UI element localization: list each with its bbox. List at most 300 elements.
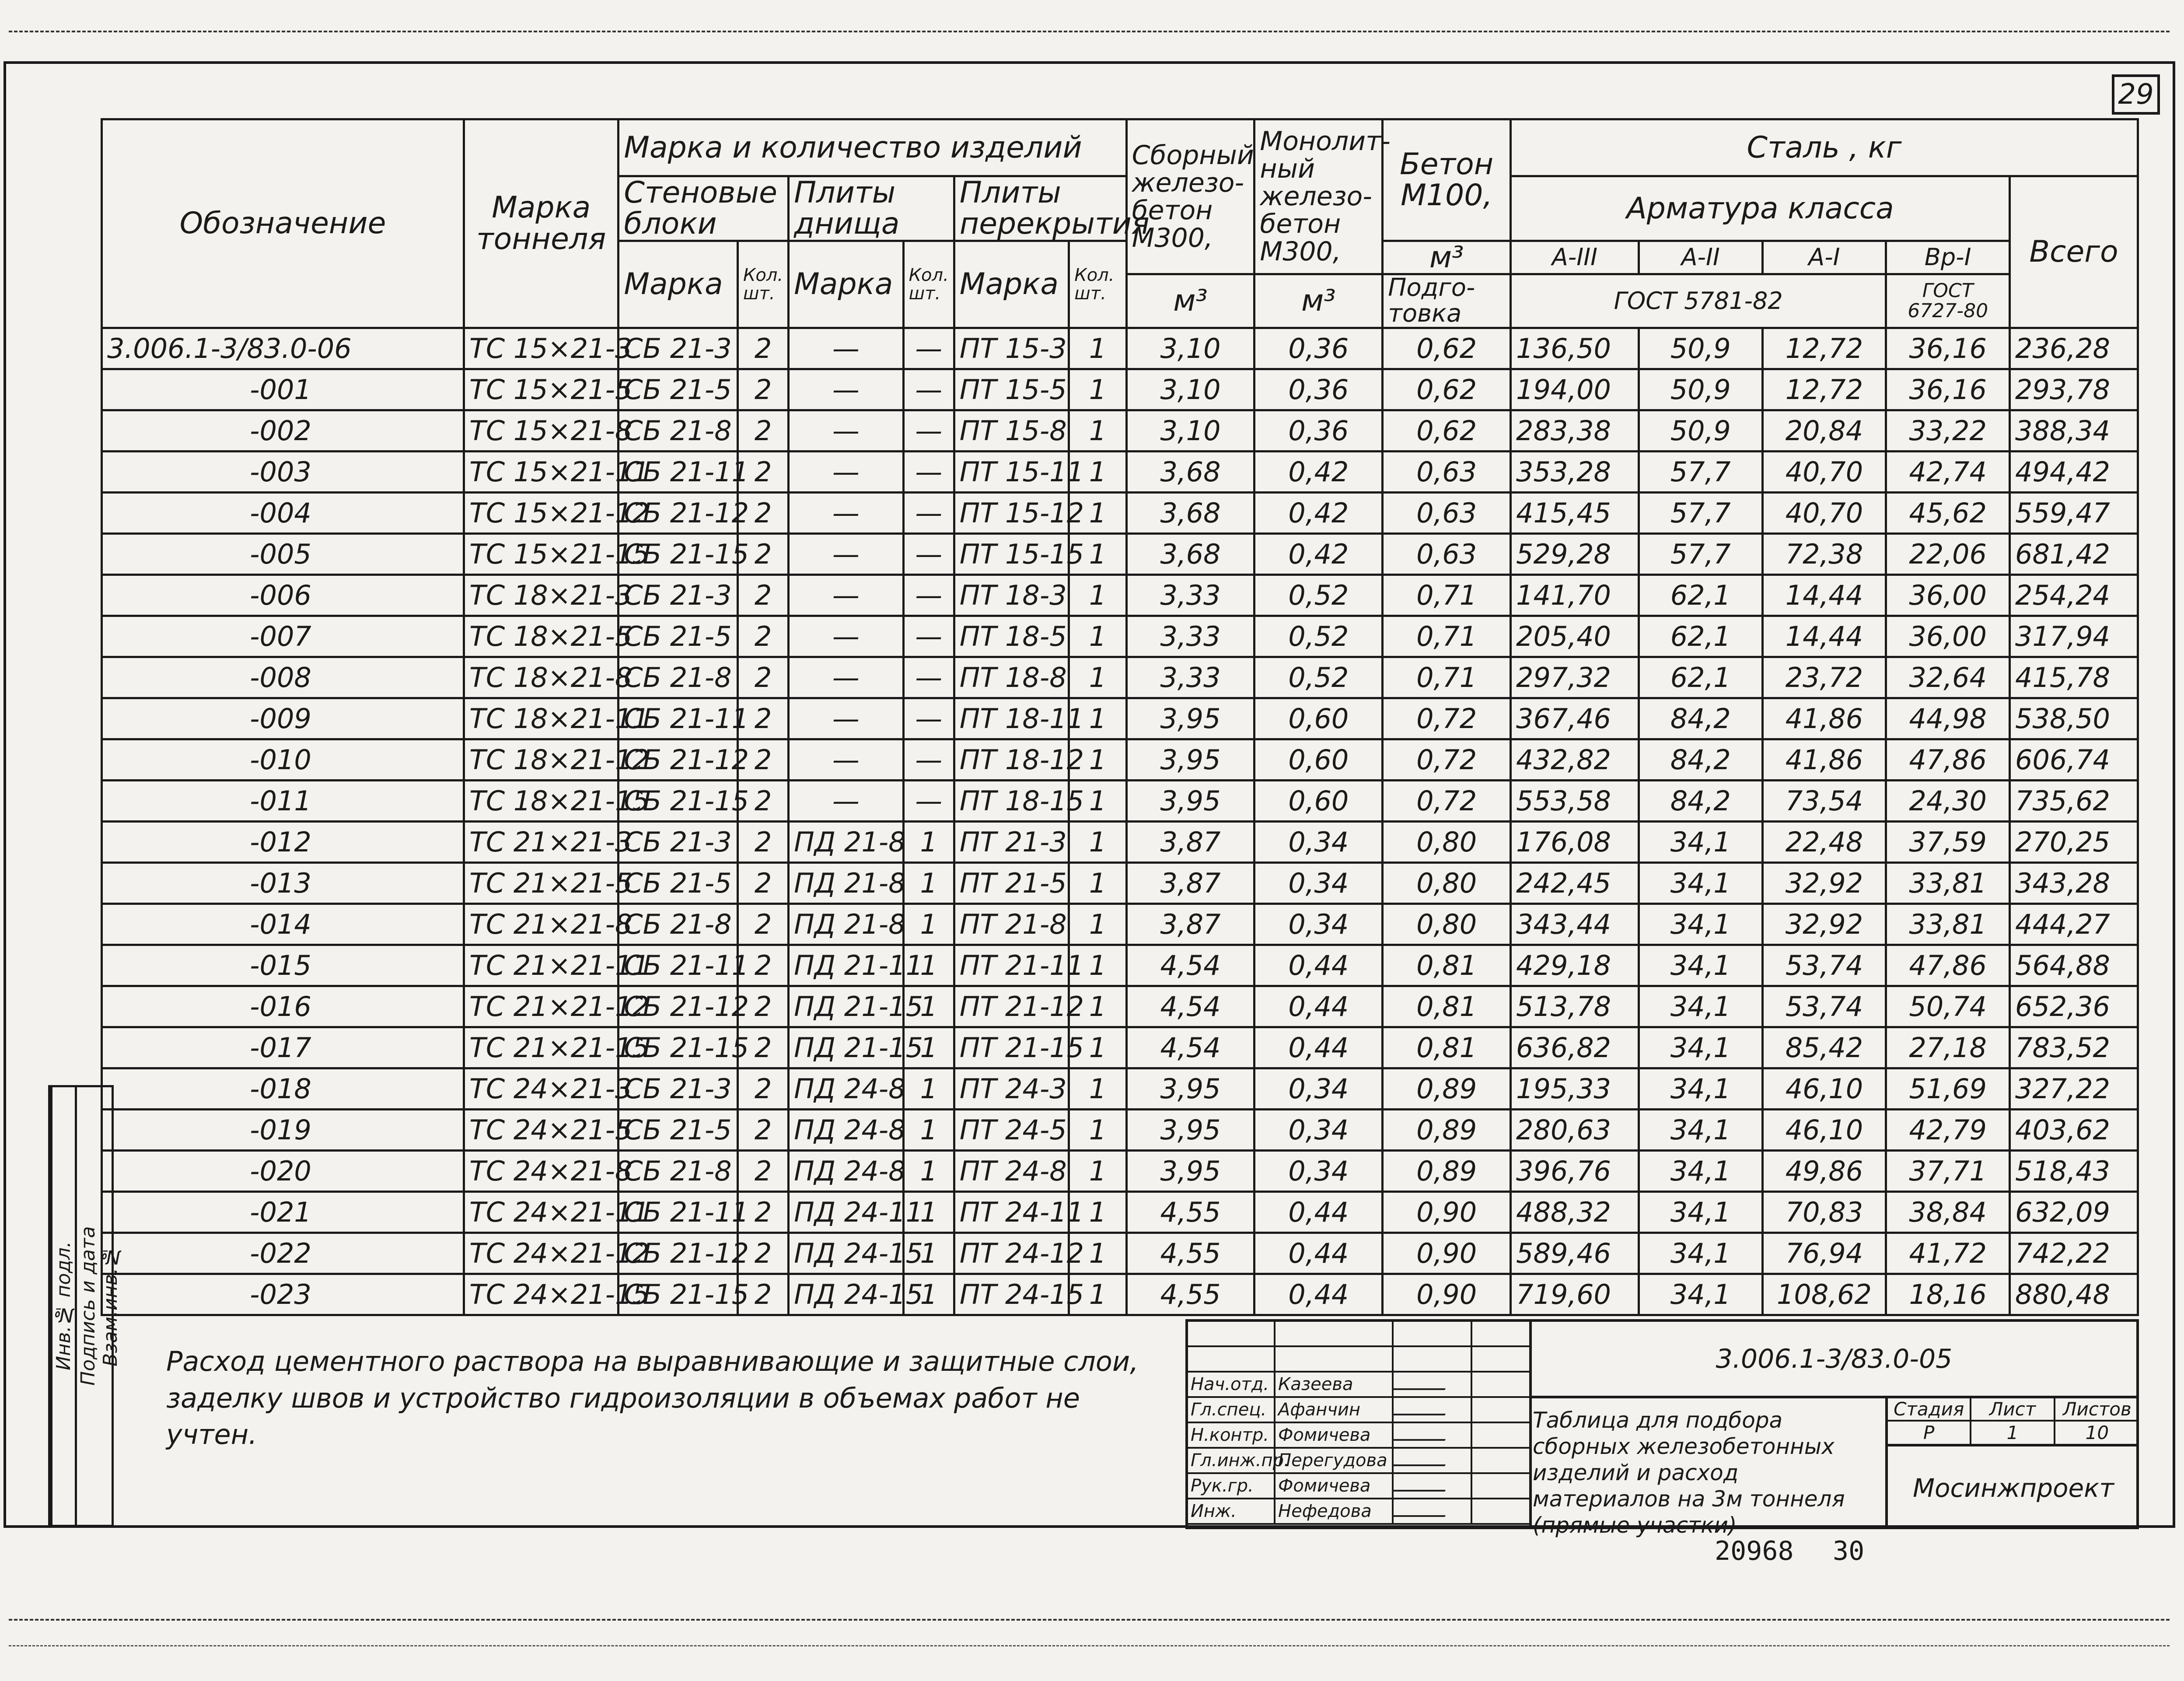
table-cell: ТС 15×21-11 bbox=[464, 451, 618, 492]
table-cell: 42,79 bbox=[1886, 1109, 2010, 1150]
table-cell: — bbox=[789, 780, 904, 821]
table-cell: -016 bbox=[102, 986, 464, 1027]
table-cell: 2 bbox=[738, 1109, 789, 1150]
table-cell: 0,81 bbox=[1383, 945, 1511, 986]
organization: Мосинжпроект bbox=[1912, 1473, 2114, 1503]
staff-role: Инж. bbox=[1188, 1499, 1275, 1523]
table-cell: 38,84 bbox=[1886, 1191, 2010, 1233]
col-a2: А-II bbox=[1639, 241, 1762, 274]
table-cell: ПТ 18-3 bbox=[954, 574, 1069, 616]
table-cell: 0,63 bbox=[1383, 492, 1511, 533]
table-cell: 42,74 bbox=[1886, 451, 2010, 492]
table-cell: ПД 24-8 bbox=[789, 1068, 904, 1109]
table-cell: 3,33 bbox=[1126, 657, 1254, 698]
table-cell: 2 bbox=[738, 821, 789, 862]
table-cell: ПТ 15-8 bbox=[954, 410, 1069, 451]
col-wall-qty: Кол. шт. bbox=[738, 241, 789, 328]
col-wall-blocks: Стеновые блоки bbox=[619, 176, 789, 241]
table-cell: 34,1 bbox=[1639, 1274, 1762, 1315]
table-cell: -022 bbox=[102, 1233, 464, 1274]
table-cell: 1 bbox=[1069, 616, 1126, 657]
staff-role: Н.контр. bbox=[1188, 1423, 1275, 1447]
table-cell: 1 bbox=[1069, 739, 1126, 780]
table-cell: СБ 21-11 bbox=[619, 945, 738, 986]
staff-name: Фомичева bbox=[1275, 1474, 1394, 1498]
table-cell: СБ 21-11 bbox=[619, 698, 738, 739]
table-cell: СБ 21-15 bbox=[619, 780, 738, 821]
table-cell: 85,42 bbox=[1762, 1027, 1886, 1068]
table-cell: 1 bbox=[903, 1068, 954, 1109]
table-cell: ПД 24-8 bbox=[789, 1109, 904, 1150]
table-cell: ТС 15×21-5 bbox=[464, 369, 618, 410]
table-cell: 3,95 bbox=[1126, 780, 1254, 821]
table-cell: 34,1 bbox=[1639, 986, 1762, 1027]
col-precast: Сборный железо-бетон М300, bbox=[1126, 119, 1254, 274]
table-cell: 1 bbox=[903, 1027, 954, 1068]
table-cell: ПД 24-15 bbox=[789, 1233, 904, 1274]
table-cell: -019 bbox=[102, 1109, 464, 1150]
table-cell: СБ 21-3 bbox=[619, 574, 738, 616]
table-cell: ПД 24-11 bbox=[789, 1191, 904, 1233]
table-cell: 0,71 bbox=[1383, 616, 1511, 657]
table-cell: 1 bbox=[1069, 451, 1126, 492]
staff-role: Гл.спец. bbox=[1188, 1398, 1275, 1422]
table-cell: 735,62 bbox=[2010, 780, 2138, 821]
table-cell: 0,72 bbox=[1383, 698, 1511, 739]
table-cell: 0,44 bbox=[1254, 1274, 1383, 1315]
table-cell: 53,74 bbox=[1762, 945, 1886, 986]
table-row bbox=[102, 1274, 2138, 1315]
table-cell: 1 bbox=[903, 1233, 954, 1274]
table-cell: 22,06 bbox=[1886, 533, 2010, 574]
table-cell: ПТ 15-3 bbox=[954, 328, 1069, 369]
date-cell bbox=[1472, 1499, 1529, 1523]
table-cell: 242,45 bbox=[1511, 862, 1639, 904]
signature bbox=[1394, 1398, 1472, 1422]
col-cover-mark: Марка bbox=[954, 241, 1069, 328]
table-cell: -017 bbox=[102, 1027, 464, 1068]
table-cell: 41,86 bbox=[1762, 698, 1886, 739]
table-cell: СБ 21-8 bbox=[619, 904, 738, 945]
staff-row bbox=[1188, 1499, 1529, 1525]
table-cell: 0,44 bbox=[1254, 1191, 1383, 1233]
table-cell: СБ 21-5 bbox=[619, 1109, 738, 1150]
table-cell: 41,72 bbox=[1886, 1233, 2010, 1274]
bottom-dashed-line bbox=[9, 1619, 2170, 1621]
table-cell: ПТ 21-8 bbox=[954, 904, 1069, 945]
staff-row bbox=[1188, 1449, 1529, 1474]
staff-row bbox=[1188, 1474, 1529, 1499]
table-cell: 2 bbox=[738, 904, 789, 945]
table-cell: СБ 21-3 bbox=[619, 1068, 738, 1109]
table-cell: 396,76 bbox=[1511, 1150, 1639, 1191]
table-row bbox=[102, 410, 2138, 451]
table-cell: — bbox=[903, 657, 954, 698]
table-cell: ТС 21×21-8 bbox=[464, 904, 618, 945]
table-cell: 12,72 bbox=[1762, 328, 1886, 369]
table-cell: 415,78 bbox=[2010, 657, 2138, 698]
table-cell: 0,36 bbox=[1254, 410, 1383, 451]
table-cell: 297,32 bbox=[1511, 657, 1639, 698]
table-cell: 34,1 bbox=[1639, 862, 1762, 904]
staff-row bbox=[1188, 1423, 1529, 1449]
table-cell: 4,54 bbox=[1126, 986, 1254, 1027]
table-row bbox=[102, 1068, 2138, 1109]
col-vr1: Вр-I bbox=[1886, 241, 2010, 274]
table-cell: ПТ 21-12 bbox=[954, 986, 1069, 1027]
table-cell: 0,52 bbox=[1254, 574, 1383, 616]
col-steel: Сталь , кг bbox=[1511, 119, 2138, 176]
table-row bbox=[102, 616, 2138, 657]
table-cell: СБ 21-5 bbox=[619, 369, 738, 410]
col-tunnel-mark: Марка тоннеля bbox=[464, 119, 618, 328]
table-cell: -013 bbox=[102, 862, 464, 904]
table-cell: 33,22 bbox=[1886, 410, 2010, 451]
table-cell: -007 bbox=[102, 616, 464, 657]
table-cell: 1 bbox=[1069, 821, 1126, 862]
table-cell: 1 bbox=[1069, 328, 1126, 369]
table-cell: 136,50 bbox=[1511, 328, 1639, 369]
table-cell: 0,90 bbox=[1383, 1233, 1511, 1274]
table-cell: 44,98 bbox=[1886, 698, 2010, 739]
table-cell: 4,55 bbox=[1126, 1233, 1254, 1274]
table-cell: 529,28 bbox=[1511, 533, 1639, 574]
table-cell: ПТ 24-12 bbox=[954, 1233, 1069, 1274]
table-cell: 34,1 bbox=[1639, 1027, 1762, 1068]
side-stamp bbox=[48, 1085, 122, 1527]
col-floor-slabs: Плиты днища bbox=[789, 176, 954, 241]
table-cell: 0,60 bbox=[1254, 780, 1383, 821]
table-cell: 57,7 bbox=[1639, 451, 1762, 492]
table-cell: 195,33 bbox=[1511, 1068, 1639, 1109]
table-cell: -003 bbox=[102, 451, 464, 492]
table-row bbox=[102, 904, 2138, 945]
table-cell: 0,60 bbox=[1254, 698, 1383, 739]
table-cell: ТС 24×21-15 bbox=[464, 1274, 618, 1315]
table-row bbox=[102, 945, 2138, 986]
bottom-dashed-line-2 bbox=[9, 1645, 2170, 1646]
table-cell: 2 bbox=[738, 616, 789, 657]
table-cell: 3,87 bbox=[1126, 821, 1254, 862]
table-cell: 1 bbox=[903, 1150, 954, 1191]
table-cell: 0,89 bbox=[1383, 1150, 1511, 1191]
table-cell: ПД 24-15 bbox=[789, 1274, 904, 1315]
table-cell: 33,81 bbox=[1886, 904, 2010, 945]
table-cell: — bbox=[789, 410, 904, 451]
table-cell: — bbox=[789, 492, 904, 533]
table-cell: 0,44 bbox=[1254, 945, 1383, 986]
table-cell: 0,62 bbox=[1383, 369, 1511, 410]
table-cell: ПТ 21-11 bbox=[954, 945, 1069, 986]
table-cell: 34,1 bbox=[1639, 1109, 1762, 1150]
table-cell: ТС 15×21-8 bbox=[464, 410, 618, 451]
sheet-number: 29 bbox=[2112, 74, 2160, 115]
table-cell: ПТ 24-3 bbox=[954, 1068, 1069, 1109]
col-monolith-unit: м³ bbox=[1254, 274, 1383, 328]
table-cell: 1 bbox=[903, 986, 954, 1027]
table-cell: 1 bbox=[1069, 1150, 1126, 1191]
col-floor-qty: Кол. шт. bbox=[903, 241, 954, 328]
table-cell: 0,62 bbox=[1383, 328, 1511, 369]
table-cell: 0,42 bbox=[1254, 492, 1383, 533]
table-cell: 84,2 bbox=[1639, 739, 1762, 780]
table-cell: 1 bbox=[1069, 369, 1126, 410]
table-cell: 46,10 bbox=[1762, 1109, 1886, 1150]
table-cell: СБ 21-8 bbox=[619, 410, 738, 451]
table-cell: 432,82 bbox=[1511, 739, 1639, 780]
table-cell: 1 bbox=[1069, 1191, 1126, 1233]
table-cell: 37,59 bbox=[1886, 821, 2010, 862]
date-cell bbox=[1472, 1423, 1529, 1447]
note-text: Расход цементного раствора на выравнивающие и защитные слои, заделку швов и устройство гидроизоляции в объемах работ не учтен. bbox=[166, 1345, 1139, 1451]
table-row bbox=[102, 1191, 2138, 1233]
table-cell: -012 bbox=[102, 821, 464, 862]
sheet-label: Лист bbox=[1971, 1398, 2055, 1422]
table-cell: 3,95 bbox=[1126, 1068, 1254, 1109]
stage-grid bbox=[1888, 1398, 2139, 1446]
table-cell: -008 bbox=[102, 657, 464, 698]
table-cell: — bbox=[903, 616, 954, 657]
table-cell: СБ 21-8 bbox=[619, 1150, 738, 1191]
table-cell: 34,1 bbox=[1639, 945, 1762, 986]
table-cell: 0,80 bbox=[1383, 904, 1511, 945]
table-cell: ПД 24-8 bbox=[789, 1150, 904, 1191]
table-cell: ПТ 24-8 bbox=[954, 1150, 1069, 1191]
col-total: Всего bbox=[2010, 176, 2138, 328]
staff-name: Нефедова bbox=[1275, 1499, 1394, 1523]
col-prep: Подго-товка bbox=[1383, 274, 1511, 328]
table-cell: 34,1 bbox=[1639, 1068, 1762, 1109]
table-cell: 24,30 bbox=[1886, 780, 2010, 821]
table-cell: 2 bbox=[738, 862, 789, 904]
table-cell: 76,94 bbox=[1762, 1233, 1886, 1274]
table-cell: СБ 21-11 bbox=[619, 451, 738, 492]
table-cell: 2 bbox=[738, 1191, 789, 1233]
side-stamp-sign: Подпись и дата bbox=[75, 1087, 99, 1525]
table-cell: 2 bbox=[738, 986, 789, 1027]
table-cell: 0,36 bbox=[1254, 369, 1383, 410]
table-cell: 0,71 bbox=[1383, 574, 1511, 616]
table-cell: 494,42 bbox=[2010, 451, 2138, 492]
table-cell: 34,1 bbox=[1639, 1191, 1762, 1233]
table-cell: СБ 21-11 bbox=[619, 1191, 738, 1233]
table-cell: ПТ 24-5 bbox=[954, 1109, 1069, 1150]
table-cell: 1 bbox=[1069, 945, 1126, 986]
table-cell: 4,55 bbox=[1126, 1191, 1254, 1233]
table-cell: 1 bbox=[1069, 780, 1126, 821]
table-cell: ПТ 15-5 bbox=[954, 369, 1069, 410]
table-cell: ПТ 15-12 bbox=[954, 492, 1069, 533]
table-cell: ТС 15×21-15 bbox=[464, 533, 618, 574]
table-cell: 444,27 bbox=[2010, 904, 2138, 945]
table-cell: ТС 21×21-12 bbox=[464, 986, 618, 1027]
table-cell: -006 bbox=[102, 574, 464, 616]
stage-label: Стадия bbox=[1888, 1398, 1971, 1422]
col-precast-unit: м³ bbox=[1126, 274, 1254, 328]
table-cell: -021 bbox=[102, 1191, 464, 1233]
table-cell: ПТ 15-15 bbox=[954, 533, 1069, 574]
table-cell: 2 bbox=[738, 657, 789, 698]
signature bbox=[1394, 1499, 1472, 1523]
table-cell: СБ 21-3 bbox=[619, 821, 738, 862]
table-cell: 343,44 bbox=[1511, 904, 1639, 945]
table-cell: СБ 21-15 bbox=[619, 533, 738, 574]
table-row bbox=[102, 1109, 2138, 1150]
col-floor-mark: Марка bbox=[789, 241, 904, 328]
table-cell: ТС 24×21-11 bbox=[464, 1191, 618, 1233]
table-row bbox=[102, 698, 2138, 739]
table-cell: 0,62 bbox=[1383, 410, 1511, 451]
table-cell: 37,71 bbox=[1886, 1150, 2010, 1191]
table-cell: 513,78 bbox=[1511, 986, 1639, 1027]
table-cell: -023 bbox=[102, 1274, 464, 1315]
date-cell bbox=[1472, 1398, 1529, 1422]
table-cell: ТС 24×21-5 bbox=[464, 1109, 618, 1150]
table-cell: 1 bbox=[1069, 1027, 1126, 1068]
table-cell: 1 bbox=[1069, 986, 1126, 1027]
table-cell: 3,68 bbox=[1126, 533, 1254, 574]
table-cell: 205,40 bbox=[1511, 616, 1639, 657]
table-cell: 0,72 bbox=[1383, 780, 1511, 821]
sheets-value: 10 bbox=[2085, 1422, 2109, 1443]
footer-page: 30 bbox=[1833, 1536, 1865, 1566]
table-cell: 719,60 bbox=[1511, 1274, 1639, 1315]
table-cell: 36,00 bbox=[1886, 616, 2010, 657]
staff-role: Гл.инж.пр. bbox=[1188, 1449, 1275, 1472]
table-cell: ТС 21×21-3 bbox=[464, 821, 618, 862]
table-cell: 36,00 bbox=[1886, 574, 2010, 616]
table-cell: 1 bbox=[1069, 1233, 1126, 1274]
table-cell: 3,87 bbox=[1126, 904, 1254, 945]
table-row bbox=[102, 1150, 2138, 1191]
table-cell: СБ 21-5 bbox=[619, 862, 738, 904]
table-cell: 0,34 bbox=[1254, 1150, 1383, 1191]
table-cell: 1 bbox=[1069, 1274, 1126, 1315]
table-cell: 53,74 bbox=[1762, 986, 1886, 1027]
table-cell: 4,54 bbox=[1126, 1027, 1254, 1068]
table-cell: 62,1 bbox=[1639, 574, 1762, 616]
table-cell: 1 bbox=[903, 862, 954, 904]
table-cell: 415,45 bbox=[1511, 492, 1639, 533]
table-cell: 34,1 bbox=[1639, 821, 1762, 862]
table-cell: 176,08 bbox=[1511, 821, 1639, 862]
staff-name: Афанчин bbox=[1275, 1398, 1394, 1422]
table-cell: 2 bbox=[738, 1027, 789, 1068]
col-designation: Обозначение bbox=[102, 119, 464, 328]
table-cell: 3,95 bbox=[1126, 1150, 1254, 1191]
table-cell: — bbox=[903, 698, 954, 739]
table-cell: 47,86 bbox=[1886, 945, 2010, 986]
table-cell: ПТ 18-5 bbox=[954, 616, 1069, 657]
table-cell: 70,83 bbox=[1762, 1191, 1886, 1233]
table-cell: — bbox=[789, 616, 904, 657]
table-cell: ПД 21-11 bbox=[789, 945, 904, 986]
table-cell: 0,36 bbox=[1254, 328, 1383, 369]
col-rebar-class: Арматура класса bbox=[1511, 176, 2010, 241]
table-cell: 2 bbox=[738, 1274, 789, 1315]
staff-row-blank bbox=[1188, 1322, 1529, 1347]
table-cell: -001 bbox=[102, 369, 464, 410]
table-row bbox=[102, 369, 2138, 410]
table-cell: -011 bbox=[102, 780, 464, 821]
table-cell: 33,81 bbox=[1886, 862, 2010, 904]
table-cell: 1 bbox=[1069, 574, 1126, 616]
table-cell: -018 bbox=[102, 1068, 464, 1109]
table-cell: -005 bbox=[102, 533, 464, 574]
table-cell: ПТ 15-11 bbox=[954, 451, 1069, 492]
table-row bbox=[102, 533, 2138, 574]
table-cell: ТС 18×21-3 bbox=[464, 574, 618, 616]
table-cell: — bbox=[903, 780, 954, 821]
table-cell: ПТ 18-8 bbox=[954, 657, 1069, 698]
table-cell: 41,86 bbox=[1762, 739, 1886, 780]
table-cell: 880,48 bbox=[2010, 1274, 2138, 1315]
table-cell: 72,38 bbox=[1762, 533, 1886, 574]
table-cell: 3,33 bbox=[1126, 616, 1254, 657]
staff-role: Нач.отд. bbox=[1188, 1373, 1275, 1396]
col-wall-mark: Марка bbox=[619, 241, 738, 328]
table-cell: 1 bbox=[1069, 1109, 1126, 1150]
table-cell: -002 bbox=[102, 410, 464, 451]
table-cell: 34,1 bbox=[1639, 1150, 1762, 1191]
table-cell: 3,95 bbox=[1126, 1109, 1254, 1150]
table-cell: ТС 21×21-15 bbox=[464, 1027, 618, 1068]
table-cell: 1 bbox=[1069, 657, 1126, 698]
table-cell: 636,82 bbox=[1511, 1027, 1639, 1068]
table-cell: 1 bbox=[1069, 492, 1126, 533]
table-cell: 3,33 bbox=[1126, 574, 1254, 616]
table-cell: 2 bbox=[738, 1233, 789, 1274]
table-cell: 84,2 bbox=[1639, 698, 1762, 739]
table-cell: 280,63 bbox=[1511, 1109, 1639, 1150]
date-cell bbox=[1472, 1373, 1529, 1396]
table-cell: ПД 21-8 bbox=[789, 862, 904, 904]
table-cell: 2 bbox=[738, 451, 789, 492]
col-gost1: ГОСТ 5781-82 bbox=[1511, 274, 1886, 328]
table-cell: 0,34 bbox=[1254, 821, 1383, 862]
table-cell: 2 bbox=[738, 1068, 789, 1109]
col-monolith: Монолит-ный железо-бетон М300, bbox=[1254, 119, 1383, 274]
table-cell: — bbox=[789, 739, 904, 780]
date-cell bbox=[1472, 1474, 1529, 1498]
table-cell: 553,58 bbox=[1511, 780, 1639, 821]
table-cell: 2 bbox=[738, 945, 789, 986]
table-cell: 2 bbox=[738, 574, 789, 616]
table-cell: -009 bbox=[102, 698, 464, 739]
table-cell: 1 bbox=[1069, 1068, 1126, 1109]
table-cell: 14,44 bbox=[1762, 574, 1886, 616]
staff-name: Казеева bbox=[1275, 1373, 1394, 1396]
table-cell: 1 bbox=[1069, 862, 1126, 904]
table-cell: 488,32 bbox=[1511, 1191, 1639, 1233]
table-cell: — bbox=[903, 328, 954, 369]
table-cell: 3,10 bbox=[1126, 369, 1254, 410]
table-cell: 36,16 bbox=[1886, 369, 2010, 410]
table-cell: СБ 21-3 bbox=[619, 328, 738, 369]
table-cell: 236,28 bbox=[2010, 328, 2138, 369]
table-cell: 0,60 bbox=[1254, 739, 1383, 780]
signature bbox=[1394, 1423, 1472, 1447]
table-cell: — bbox=[789, 698, 904, 739]
table-cell: 0,42 bbox=[1254, 451, 1383, 492]
table-cell: 2 bbox=[738, 369, 789, 410]
table-cell: 1 bbox=[903, 904, 954, 945]
table-cell: 0,52 bbox=[1254, 657, 1383, 698]
table-cell: 40,70 bbox=[1762, 451, 1886, 492]
staff-row bbox=[1188, 1398, 1529, 1423]
table-cell: 0,34 bbox=[1254, 862, 1383, 904]
table-cell: 0,34 bbox=[1254, 1068, 1383, 1109]
